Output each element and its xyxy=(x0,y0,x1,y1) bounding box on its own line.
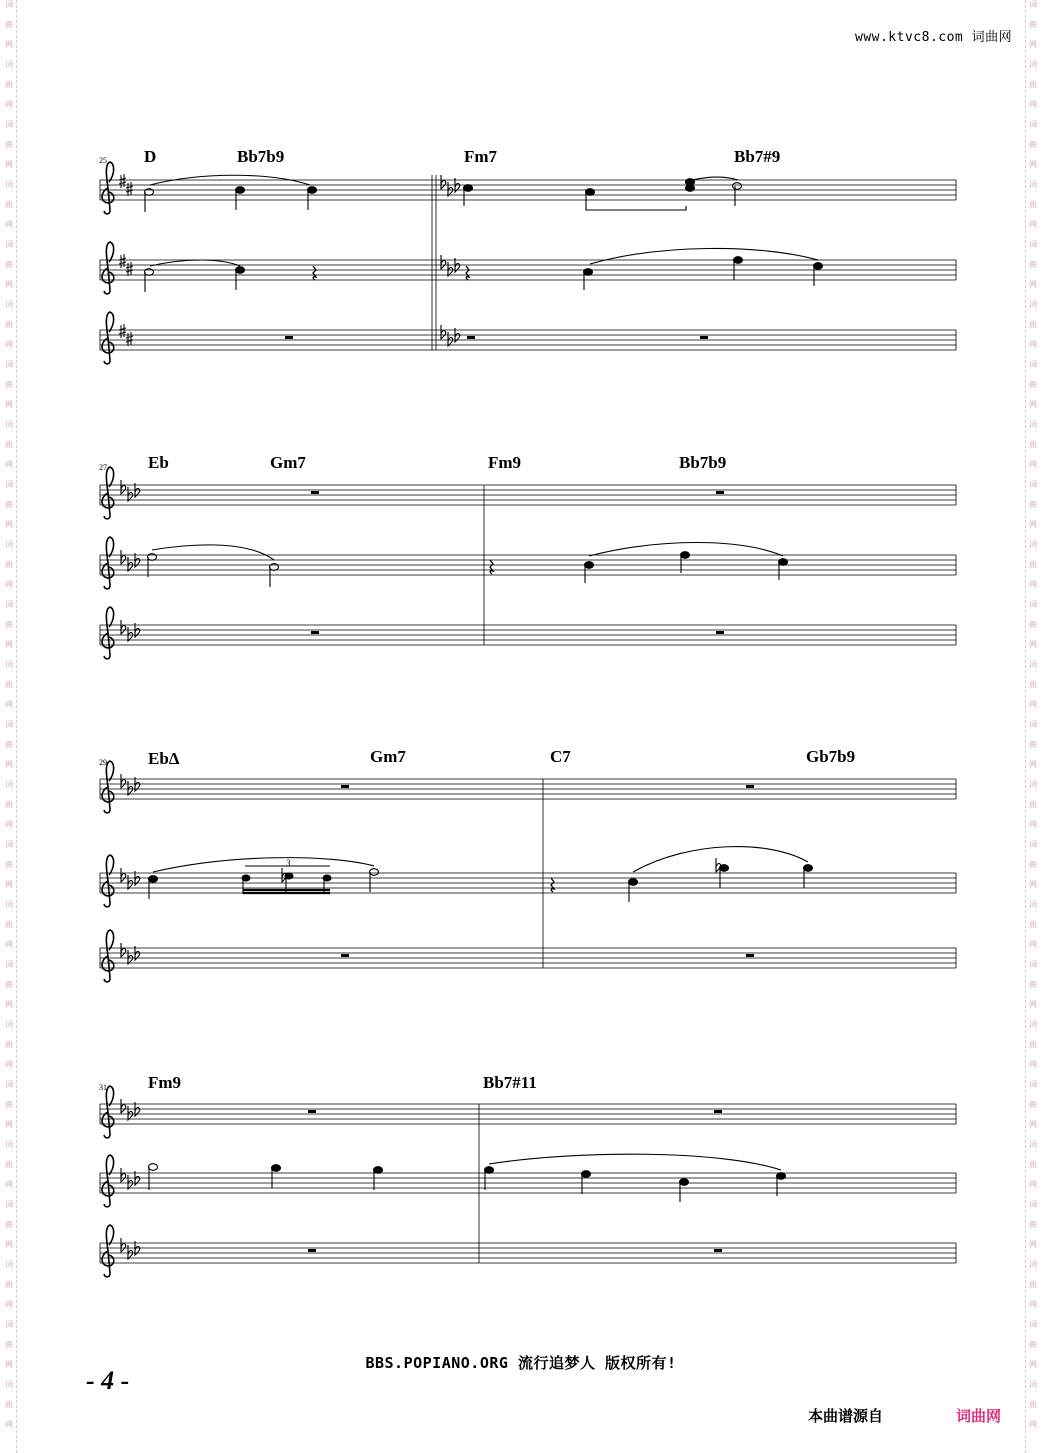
watermark-glyph: 词 xyxy=(5,660,13,669)
watermark-glyph: 曲 xyxy=(5,380,13,389)
watermark-glyph: 曲 xyxy=(1029,20,1037,29)
watermark-glyph: 曲 xyxy=(1029,1040,1037,1049)
watermark-glyph: 词 xyxy=(5,840,13,849)
measure-number: 31 xyxy=(99,1083,107,1092)
watermark-glyph: 词 xyxy=(1029,660,1037,669)
watermark-glyph: 词 xyxy=(1029,1260,1037,1269)
watermark-glyph: 曲 xyxy=(1029,980,1037,989)
chord-symbol: Bb7b9 xyxy=(237,147,285,166)
watermark-glyph: 网 xyxy=(5,520,13,529)
watermark-glyph: 网 xyxy=(1029,460,1037,469)
watermark-glyph: 曲 xyxy=(5,80,13,89)
watermark-glyph: 词 xyxy=(1029,240,1037,249)
watermark-glyph: 词 xyxy=(1029,1380,1037,1389)
watermark-glyph: 网 xyxy=(5,460,13,469)
chord-symbol: Fm9 xyxy=(488,453,522,472)
watermark-glyph: 网 xyxy=(5,400,13,409)
chord-symbol: Gm7 xyxy=(370,747,406,766)
watermark-glyph: 词 xyxy=(1029,60,1037,69)
watermark-glyph: 网 xyxy=(5,1240,13,1249)
watermark-glyph: 曲 xyxy=(5,200,13,209)
chord-symbol: Fm7 xyxy=(464,147,498,166)
watermark-glyph: 曲 xyxy=(1029,260,1037,269)
watermark-glyph: 网 xyxy=(1029,640,1037,649)
notes xyxy=(145,175,823,292)
watermark-glyph: 网 xyxy=(1029,700,1037,709)
watermark-glyph: 网 xyxy=(1029,1240,1037,1249)
watermark-glyph: 词 xyxy=(5,720,13,729)
watermark-glyph: 网 xyxy=(1029,1360,1037,1369)
watermark-glyph: 曲 xyxy=(1029,560,1037,569)
watermark-glyph: 曲 xyxy=(1029,1340,1037,1349)
watermark-glyph: 网 xyxy=(1029,100,1037,109)
watermark-glyph: 曲 xyxy=(5,1280,13,1289)
watermark-glyph: 网 xyxy=(5,1420,13,1429)
watermark-glyph: 曲 xyxy=(1029,1160,1037,1169)
watermark-glyph: 曲 xyxy=(1029,1100,1037,1109)
site-url: www.ktvc8.com 词曲网 xyxy=(855,30,1013,45)
watermark-glyph: 词 xyxy=(1029,120,1037,129)
watermark-glyph: 曲 xyxy=(1029,440,1037,449)
watermark-glyph: 网 xyxy=(5,760,13,769)
watermark-glyph: 曲 xyxy=(1029,860,1037,869)
watermark-glyph: 网 xyxy=(5,880,13,889)
measure-number: 25 xyxy=(99,156,107,165)
watermark-glyph: 曲 xyxy=(5,140,13,149)
watermark-glyph: 词 xyxy=(1029,600,1037,609)
watermark-glyph: 曲 xyxy=(5,980,13,989)
chord-symbol: Bb7#11 xyxy=(483,1073,537,1092)
watermark-glyph: 曲 xyxy=(1029,320,1037,329)
watermark-glyph: 网 xyxy=(5,580,13,589)
watermark-glyph: 词 xyxy=(5,1380,13,1389)
system-4 xyxy=(99,1073,956,1277)
watermark-glyph: 网 xyxy=(1029,1180,1037,1189)
watermark-glyph: 词 xyxy=(1029,720,1037,729)
watermark-glyph: 网 xyxy=(5,340,13,349)
chord-symbol: Bb7#9 xyxy=(734,147,781,166)
watermark-glyph: 曲 xyxy=(1029,1280,1037,1289)
chord-symbol: C7 xyxy=(550,747,571,766)
watermark-glyph: 网 xyxy=(1029,1000,1037,1009)
watermark-glyph: 网 xyxy=(1029,160,1037,169)
watermark-glyph: 曲 xyxy=(5,920,13,929)
chord-symbol: Bb7b9 xyxy=(679,453,727,472)
watermark-glyph: 词 xyxy=(5,360,13,369)
watermark-glyph: 曲 xyxy=(1029,380,1037,389)
watermark-glyph: 曲 xyxy=(5,1160,13,1169)
watermark-glyph: 词 xyxy=(1029,840,1037,849)
system-2 xyxy=(99,453,956,659)
watermark-glyph: 词 xyxy=(5,1080,13,1089)
watermark-glyph: 曲 xyxy=(1029,1220,1037,1229)
watermark-glyph: 曲 xyxy=(5,620,13,629)
watermark-glyph: 网 xyxy=(5,40,13,49)
watermark-glyph: 曲 xyxy=(1029,920,1037,929)
watermark-glyph: 曲 xyxy=(1029,80,1037,89)
watermark-glyph: 词 xyxy=(5,480,13,489)
watermark-glyph: 词 xyxy=(1029,1020,1037,1029)
watermark-glyph: 曲 xyxy=(5,320,13,329)
watermark-glyph: 曲 xyxy=(5,440,13,449)
measure-number: 27 xyxy=(99,463,107,472)
watermark-glyph: 词 xyxy=(1029,480,1037,489)
chord-symbol: Gm7 xyxy=(270,453,306,472)
watermark-glyph: 网 xyxy=(1029,1300,1037,1309)
watermark-glyph: 网 xyxy=(5,1000,13,1009)
watermark-glyph: 词 xyxy=(1029,900,1037,909)
watermark-glyph: 曲 xyxy=(1029,140,1037,149)
watermark-glyph: 词 xyxy=(1029,1080,1037,1089)
source-label: 本曲谱源自 xyxy=(808,1407,884,1425)
watermark-glyph: 网 xyxy=(5,640,13,649)
chord-symbol: Fm9 xyxy=(148,1073,182,1092)
watermark-glyph: 词 xyxy=(5,420,13,429)
watermark-glyph: 曲 xyxy=(1029,620,1037,629)
watermark-glyph: 曲 xyxy=(5,260,13,269)
watermark-glyph: 词 xyxy=(5,900,13,909)
watermark-glyph: 网 xyxy=(1029,220,1037,229)
watermark-glyph: 词 xyxy=(5,60,13,69)
watermark-glyph: 曲 xyxy=(1029,1400,1037,1409)
watermark-glyph: 曲 xyxy=(1029,800,1037,809)
watermark-glyph: 网 xyxy=(1029,40,1037,49)
watermark-glyph: 词 xyxy=(1029,1200,1037,1209)
watermark-glyph: 网 xyxy=(1029,940,1037,949)
page-number: - 4 - xyxy=(86,1366,130,1395)
watermark-glyph: 词 xyxy=(1029,780,1037,789)
watermark-glyph: 词 xyxy=(5,180,13,189)
watermark-glyph: 网 xyxy=(5,1360,13,1369)
watermark-glyph: 网 xyxy=(5,1300,13,1309)
watermark-glyph: 网 xyxy=(1029,520,1037,529)
watermark-glyph: 曲 xyxy=(5,1220,13,1229)
watermark-glyph: 网 xyxy=(1029,580,1037,589)
watermark-glyph: 网 xyxy=(1029,1120,1037,1129)
watermark-glyph: 网 xyxy=(1029,1420,1037,1429)
watermark-glyph: 词 xyxy=(1029,420,1037,429)
watermark-glyph: 网 xyxy=(1029,760,1037,769)
watermark-glyph: 词 xyxy=(1029,540,1037,549)
system-3 xyxy=(99,747,956,982)
source-site-link[interactable]: 词曲网 xyxy=(956,1407,1002,1425)
watermark-glyph: 曲 xyxy=(5,560,13,569)
watermark-glyph: 网 xyxy=(1029,820,1037,829)
watermark-glyph: 曲 xyxy=(1029,500,1037,509)
watermark-glyph: 词 xyxy=(1029,300,1037,309)
watermark-glyph: 网 xyxy=(1029,400,1037,409)
watermark-glyph: 网 xyxy=(5,280,13,289)
watermark-glyph: 曲 xyxy=(5,1100,13,1109)
watermark-glyph: 词 xyxy=(1029,180,1037,189)
watermark-glyph: 词 xyxy=(1029,960,1037,969)
chord-symbol: EbΔ xyxy=(148,749,180,768)
watermark-glyph: 词 xyxy=(5,1200,13,1209)
triplet-mark: 3 xyxy=(286,858,291,868)
watermark-glyph: 词 xyxy=(1029,0,1037,9)
watermark-glyph: 网 xyxy=(5,1120,13,1129)
watermark-glyph: 网 xyxy=(5,220,13,229)
watermark-glyph: 词 xyxy=(5,0,13,9)
watermark-glyph: 词 xyxy=(5,1020,13,1029)
watermark-glyph: 词 xyxy=(5,540,13,549)
chord-symbol: Gb7b9 xyxy=(806,747,856,766)
watermark-glyph: 词 xyxy=(1029,1140,1037,1149)
watermark-glyph: 曲 xyxy=(5,500,13,509)
watermark-glyph: 曲 xyxy=(5,680,13,689)
watermark-glyph: 曲 xyxy=(5,1040,13,1049)
watermark-glyph: 词 xyxy=(5,1260,13,1269)
watermark-glyph: 曲 xyxy=(5,740,13,749)
watermark-glyph: 网 xyxy=(1029,1060,1037,1069)
watermark-glyph: 词 xyxy=(1029,360,1037,369)
watermark-glyph: 曲 xyxy=(5,1400,13,1409)
watermark-glyph: 词 xyxy=(5,960,13,969)
chord-symbol: D xyxy=(144,147,157,166)
watermark-glyph: 网 xyxy=(5,1060,13,1069)
watermark-glyph: 网 xyxy=(5,160,13,169)
watermark-glyph: 网 xyxy=(1029,880,1037,889)
watermark-glyph: 曲 xyxy=(5,20,13,29)
watermark-glyph: 词 xyxy=(5,120,13,129)
watermark-glyph: 词 xyxy=(5,240,13,249)
watermark-glyph: 曲 xyxy=(1029,680,1037,689)
watermark-glyph: 网 xyxy=(5,700,13,709)
watermark-glyph: 词 xyxy=(5,1140,13,1149)
watermark-glyph: 词 xyxy=(1029,1320,1037,1329)
watermark-glyph: 词 xyxy=(5,300,13,309)
measure-number: 29 xyxy=(99,758,107,767)
chord-symbol: Eb xyxy=(148,453,169,472)
watermark-glyph: 曲 xyxy=(5,860,13,869)
watermark-glyph: 曲 xyxy=(5,1340,13,1349)
watermark-glyph: 网 xyxy=(5,820,13,829)
watermark-glyph: 网 xyxy=(1029,280,1037,289)
watermark-glyph: 词 xyxy=(5,780,13,789)
watermark-glyph: 网 xyxy=(5,1180,13,1189)
watermark-glyph: 曲 xyxy=(1029,200,1037,209)
system-1 xyxy=(99,147,956,364)
watermark-glyph: 曲 xyxy=(5,800,13,809)
copyright-footer: BBS.POPIANO.ORG 流行追梦人 版权所有! xyxy=(365,1354,677,1372)
watermark-glyph: 词 xyxy=(5,1320,13,1329)
watermark-glyph: 网 xyxy=(5,940,13,949)
watermark-glyph: 词 xyxy=(5,600,13,609)
watermark-glyph: 网 xyxy=(5,100,13,109)
watermark-glyph: 网 xyxy=(1029,340,1037,349)
watermark-glyph: 曲 xyxy=(1029,740,1037,749)
